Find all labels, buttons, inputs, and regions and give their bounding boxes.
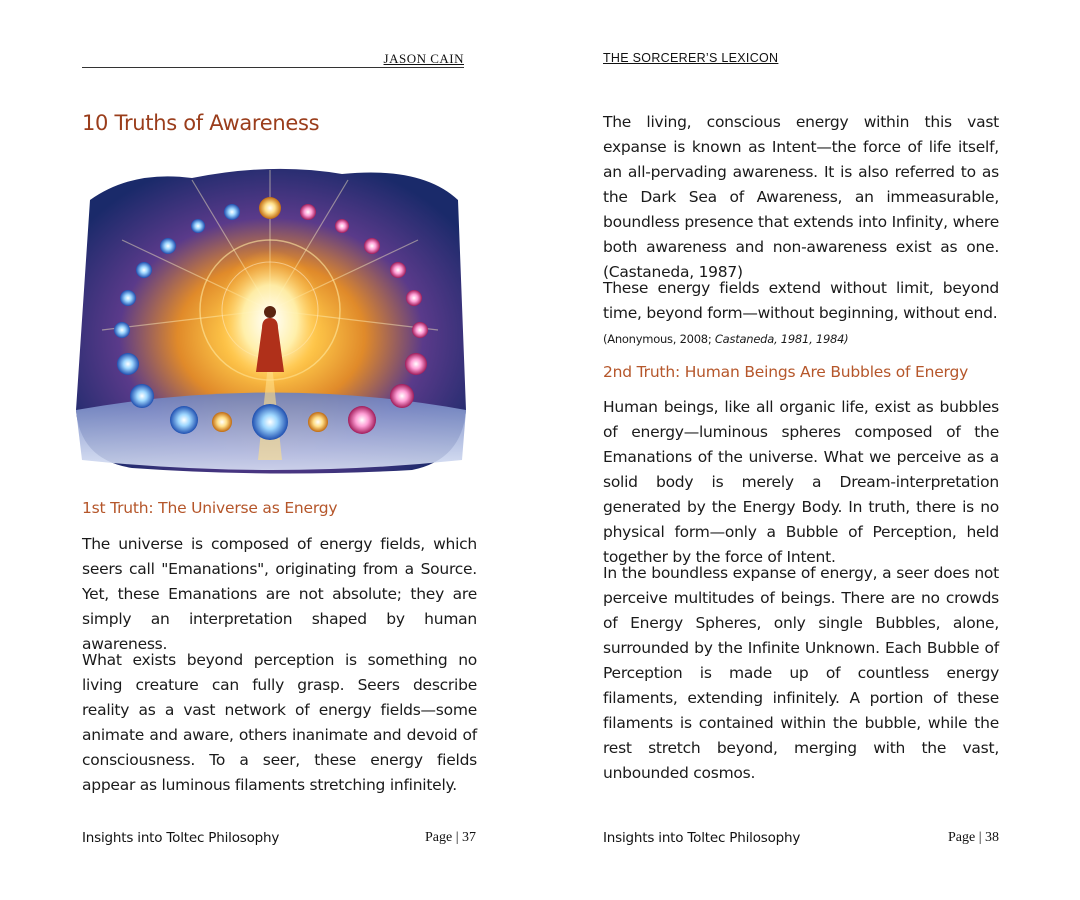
right-paragraph-2-text: These energy fields extend without limit, beyond time, beyond form—without beginning, without end. — [603, 279, 999, 322]
right-page-number: Page | 38 — [948, 830, 1000, 845]
right-paragraph-1: The living, conscious energy within this vast expanse is known as Intent—the force of life itself, an all-pervading awareness. It is also referred to as the Dark Sea of Awareness, an immeasurable, boundless presence that extends into Infinity, where both awareness and non-awareness exist as one. (Castaneda, 1987) — [603, 113, 999, 281]
header-rule — [82, 67, 464, 68]
section2-heading: 2nd Truth: Human Beings Are Bubbles of Energy — [603, 363, 969, 381]
citation-italic: Castaneda, 1981, 1984) — [714, 332, 849, 346]
left-paragraph-1: The universe is composed of energy fields, which seers call "Emanations", originating from a Source. Yet, these Emanations are not absolute; they are simply an interpretation shaped by human awareness. — [82, 535, 477, 653]
section1-heading: 1st Truth: The Universe as Energy — [82, 499, 338, 517]
right-paragraph-2 — [603, 276, 999, 352]
chapter-title: 10 Truths of Awareness — [82, 111, 320, 135]
citation-prefix: (Anonymous, 2008; — [603, 332, 715, 346]
header-author: JASON CAIN — [383, 51, 464, 66]
left-paragraph-2: What exists beyond perception is something no living creature can fully grasp. Seers describe reality as a vast network of energy fields—some animate and aware, others inanimate and devoid of consciousness. To a seer, these energy fields appear as luminous filaments stretching infinitely. — [82, 651, 477, 794]
right-footer-title: Insights into Toltec Philosophy — [603, 830, 801, 846]
left-footer-title: Insights into Toltec Philosophy — [82, 830, 280, 846]
right-paragraph-3: Human beings, like all organic life, exist as bubbles of energy—luminous spheres composed of the Emanations of the universe. What we perceive as a solid body is merely a Dream-interpretation generated by the Energy Body. In truth, there is no physical form—only a Bubble of Perception, held together by the force of Intent. — [603, 398, 999, 566]
left-page-number: Page | 37 — [425, 830, 477, 845]
right-paragraph-4: In the boundless expanse of energy, a seer does not perceive multitudes of beings. There are no crowds of Energy Spheres, only single Bubbles, alone, surrounded by the Infinite Unknown. Each Bubble of Perception is made up of countless energy filaments, extending infinitely. A portion of these filaments is contained within the bubble, while the rest stretch beyond, merging with the vast, unbounded cosmos. — [603, 564, 999, 782]
right-page — [540, 0, 1080, 900]
header-book-title: THE SORCERER’S LEXICON — [603, 51, 779, 65]
cosmic-figure-illustration-icon — [72, 160, 468, 478]
